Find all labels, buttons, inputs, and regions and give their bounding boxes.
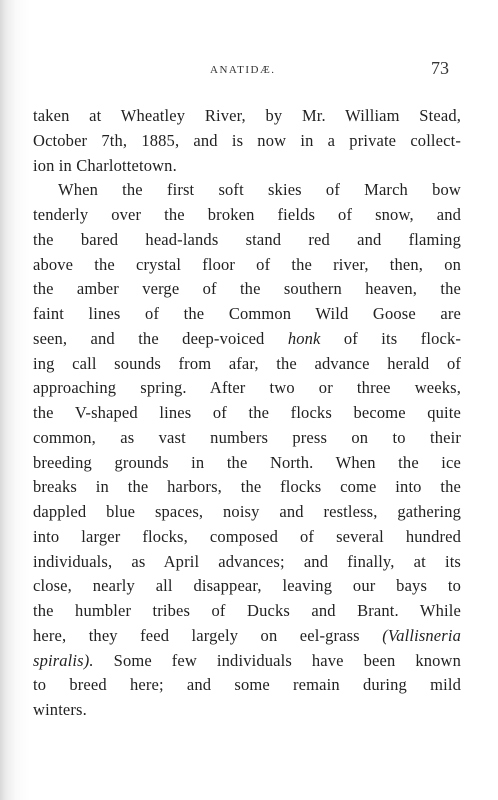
text-line: close, nearly all disappear, leaving our bays to — [33, 576, 461, 596]
italic-text: (Vallisneria — [382, 625, 461, 645]
text-line: October 7th, 1885, and is now in a private collect- — [33, 130, 461, 150]
text-line — [33, 624, 461, 649]
text-line: breeding grounds in the North. When the ice — [33, 452, 461, 472]
text-span: of its flock- — [320, 328, 461, 348]
italic-text: honk — [287, 328, 321, 348]
text-line: to breed here; and some remain during mild — [33, 675, 461, 695]
body-text — [33, 104, 461, 723]
text-line: When the first soft skies of March bow — [58, 180, 461, 200]
text-line — [33, 327, 461, 352]
text-span: here, they feed largely on eel-grass — [33, 625, 383, 645]
text-line: tenderly over the broken fields of snow, and — [33, 205, 461, 224]
running-head: ANATIDÆ. — [210, 64, 276, 76]
text-line: above the crystal floor of the river, then, on — [33, 254, 461, 274]
text-line: ing call sounds from afar, the advance herald of — [33, 353, 461, 373]
text-line: individuals, as April advances; and finally, at its — [33, 551, 461, 571]
text-line: approaching spring. After two or three weeks, — [33, 378, 461, 398]
text-line: the humbler tribes of Ducks and Brant. While — [33, 601, 461, 620]
text-line — [33, 649, 461, 674]
text-span: seen, and the deep-voiced — [33, 328, 288, 348]
text-line: the V-shaped lines of the flocks become quite — [33, 403, 461, 422]
text-line: the bared head-lands stand red and flaming — [33, 229, 461, 249]
text-line: common, as vast numbers press on to their — [33, 427, 461, 447]
text-line: dappled blue spaces, noisy and restless, gathering — [33, 502, 461, 521]
text-line: winters. — [33, 700, 87, 719]
italic-text: spiralis). — [33, 650, 94, 670]
text-line: the amber verge of the southern heaven, the — [33, 279, 461, 299]
page-number: 73 — [431, 58, 449, 78]
text-line: breaks in the harbors, the flocks come into the — [33, 477, 461, 497]
text-span: Some few individuals have been known — [93, 650, 461, 670]
text-line: ion in Charlottetown. — [33, 155, 177, 175]
text-line: faint lines of the Common Wild Goose are — [33, 304, 461, 323]
text-line: into larger flocks, composed of several hundred — [33, 526, 461, 546]
page-header — [0, 58, 498, 82]
text-line: taken at Wheatley River, by Mr. William Stead, — [33, 106, 461, 125]
